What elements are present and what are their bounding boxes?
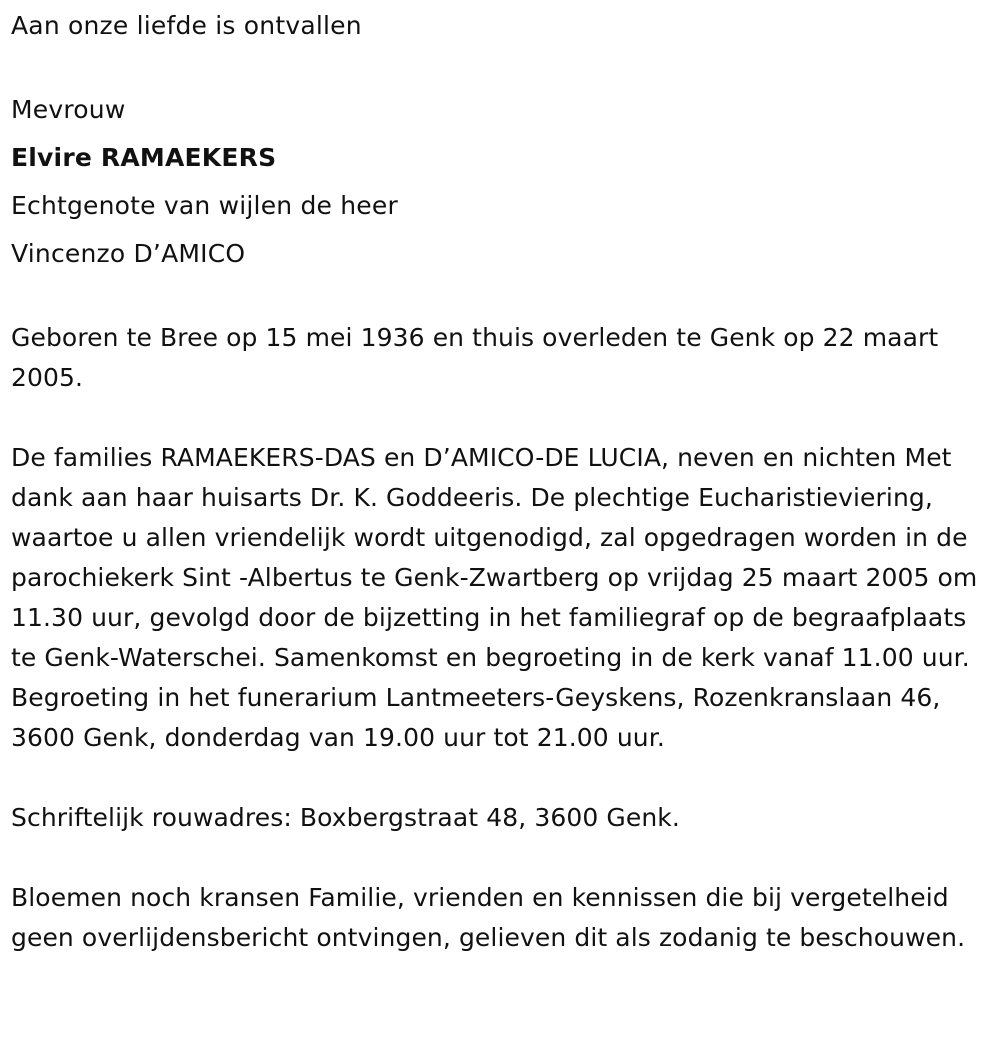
spacer	[11, 838, 990, 878]
spacer	[11, 278, 990, 318]
spouse-name: Vincenzo D’AMICO	[11, 239, 246, 268]
spacer	[11, 758, 990, 798]
title-prefix: Mevrouw	[11, 95, 126, 124]
relation-line: Echtgenote van wijlen de heer	[11, 191, 398, 220]
birth-death-paragraph: Geboren te Bree op 15 mei 1936 en thuis overleden te Genk op 22 maart 2005.	[11, 323, 939, 392]
spacer	[11, 398, 990, 438]
address-paragraph: Schriftelijk rouwadres: Boxbergstraat 48, 3600 Genk.	[11, 803, 680, 832]
closing-paragraph: Bloemen noch kransen Familie, vrienden en kennissen die bij vergetelheid geen overlijdensbericht ontvingen, gelieven dit als zodanig te beschouwen.	[11, 883, 966, 952]
intro-line: Aan onze liefde is ontvallen	[11, 11, 362, 40]
family-service-paragraph: De families RAMAEKERS-DAS en D’AMICO-DE LUCIA, neven en nichten Met dank aan haar huisarts Dr. K. Goddeeris. De plechtige Eucharistieviering, waartoe u allen vriendelijk wordt uitgenodigd, zal opgedragen worden in de parochiekerk Sint -Albertus te Genk-Zwartberg op vrijdag 25 maart 2005 om 11.30 uur, gevolgd door de bijzetting in het familiegraf op de begraafplaats te Genk-Waterschei. Samenkomst en begroeting in de kerk vanaf 11.00 uur. Begroeting in het funerarium Lantmeeters-Geyskens, Rozenkranslaan 46, 3600 Genk, donderdag van 19.00 uur tot 21.00 uur.	[11, 443, 978, 752]
spacer	[11, 46, 990, 86]
deceased-name: Elvire RAMAEKERS	[11, 143, 277, 172]
